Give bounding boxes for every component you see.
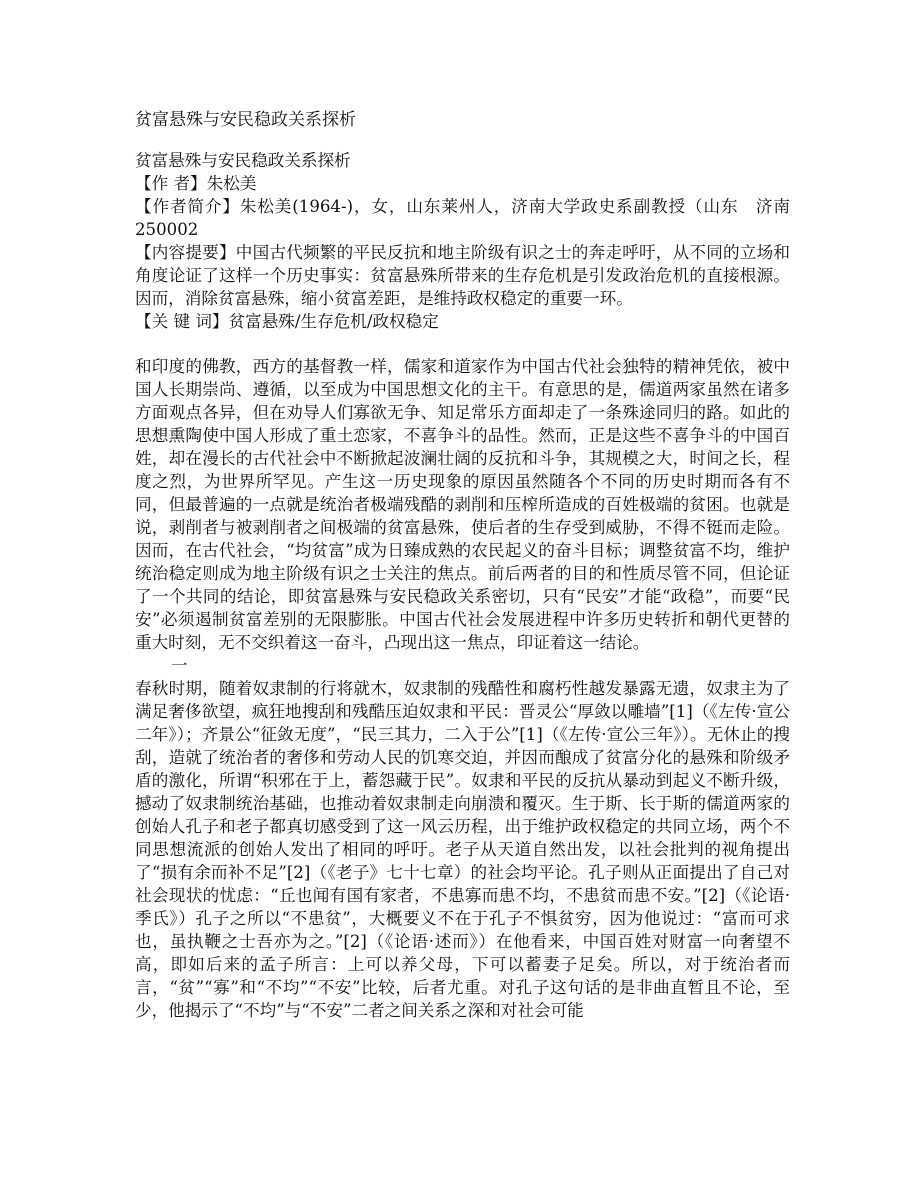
author-intro: 【作者简介】朱松美(1964-)，女，山东莱州人，济南大学政史系副教授（山东 济南 250002 [135,197,807,239]
section-marker: 一 [171,656,188,675]
body-paragraph-1: 和印度的佛教，西方的基督教一样，儒家和道家作为中国古代社会独特的精神凭依，被中国人长期崇尚、遵循，以至成为中国思想文化的主干。有意思的是，儒道两家虽然在诸多方面观点各异，但在劝导人们寡欲无争、知足常乐方面却走了一条殊途同归的路。如此的思想熏陶使中国人形成了重土恋家，不喜争斗的品性。然而，正是这些不喜争斗的中国百姓，却在漫长的古代社会中不断掀起波澜壮阔的反抗和斗争，其规模之大，时间之长，程度之烈，为世界所罕见。产生这一历史现象的原因虽然随各个不同的历史时期而各有不同，但最普遍的一点就是统治者极端残酷的剥削和压榨所造成的百姓极端的贫困。也就是说，剥削者与被剥削者之间极端的贫富悬殊，使后者的生存受到威胁，不得不铤而走险。因而，在古代社会，“均贫富”成为日臻成熟的农民起义的奋斗目标；调整贫富不均，维护统治稳定则成为地主阶级有识之士关注的焦点。前后两者的目的和性质尽管不同，但论证了一个共同的结论，即贫富悬殊与安民稳政关系密切，只有“民安”才能“政稳”，而要“民安”必须遏制贫富差别的无限膨胀。中国古代社会发展进程中许多历史转折和朝代更替的重大时刻，无不交织着这一奋斗，凸现出这一焦点，印证着这一结论。 [135,357,790,652]
article-body [135,355,790,1022]
author-line: 【作 者】朱松美 [135,174,257,193]
article-header [135,149,807,333]
article-title: 贫富悬殊与安民稳政关系探析 [135,151,351,170]
keywords: 【关 键 词】贫富悬殊/生存危机/政权稳定 [135,312,439,331]
body-paragraph-2: 春秋时期，随着奴隶制的行将就木，奴隶制的残酷性和腐朽性越发暴露无遗，奴隶主为了满足奢侈欲望，疯狂地搜刮和残酷压迫奴隶和平民：晋灵公“厚敛以雕墙”[1]（《左传·宣公二年》）；齐景公“征敛无度”，“民三其力，二入于公”[1]（《左传·宣公三年》）。无休止的搜刮，造就了统治者的奢侈和劳动人民的饥寒交迫，并因而酿成了贫富分化的悬殊和阶级矛盾的激化，所谓“积邪在于上，蓄怨藏于民”。奴隶和平民的反抗从暴动到起义不断升级，撼动了奴隶制统治基础，也推动着奴隶制走向崩溃和覆灭。生于斯、长于斯的儒道两家的创始人孔子和老子都真切感受到了这一风云历程，出于维护政权稳定的共同立场，两个不同思想流派的创始人发出了相同的呼吁。老子从天道自然出发，以社会批判的视角提出了“损有余而补不足”[2]（《老子》七十七章）的社会均平论。孔子则从正面提出了自己对社会现状的忧虑：“丘也闻有国有家者，不患寡而患不均，不患贫而患不安。”[2]（《论语·季氏》）孔子之所以“不患贫”，大概要义不在于孔子不惧贫穷，因为他说过：“富而可求也，虽执鞭之士吾亦为之。”[2]（《论语·述而》）在他看来，中国百姓对财富一向奢望不高，即如后来的孟子所言：上可以养父母，下可以蓄妻子足矣。所以，对于统治者而言，“贫”“寡”和“不均”“不安”比较，后者尤重。对孔子这句话的是非曲直暂且不论，至少，他揭示了“不均”与“不安”二者之间关系之深和对社会可能 [135,679,790,1020]
document-title: 贫富悬殊与安民稳政关系探析 [135,110,356,130]
abstract: 【内容提要】中国古代频繁的平民反抗和地主阶级有识之士的奔走呼吁，从不同的立场和角度论证了这样一个历史事实：贫富悬殊所带来的生存危机是引发政治危机的直接根源。因而，消除贫富悬殊，缩小贫富差距，是维持政权稳定的重要一环。 [135,243,790,308]
